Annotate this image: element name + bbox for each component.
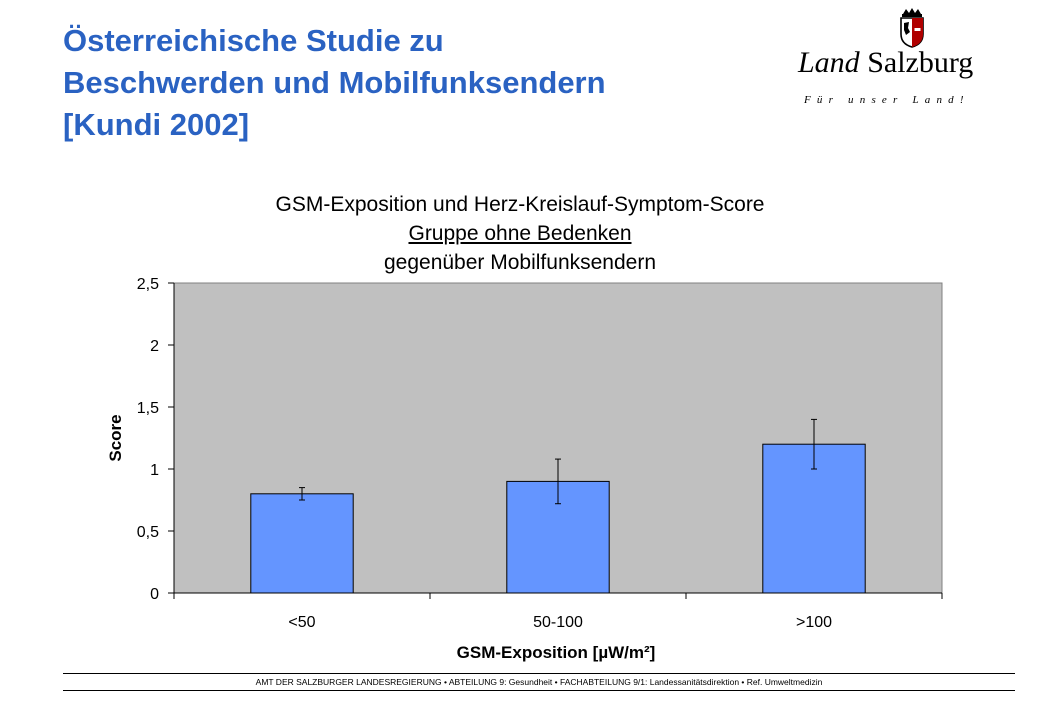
y-tick-label: 1,5: [136, 400, 159, 417]
y-tick-label: 0,5: [136, 524, 159, 541]
slide-title-line-3: [Kundi 2002]: [63, 107, 250, 142]
x-tick-label: 50-100: [533, 614, 583, 631]
bar: [251, 494, 353, 593]
footer-divider-top: [63, 673, 1015, 674]
footer: AMT DER SALZBURGER LANDESREGIERUNG • ABTEILUNG 9: Gesundheit • FACHABTEILUNG 9/1: Landessanitätsdirektion • Ref. Umweltmedizin: [255, 677, 823, 687]
chart-subtitle-rest: gegenüber Mobilfunksendern: [383, 251, 657, 274]
x-tick-label: <50: [288, 614, 316, 631]
logo-name-land: Land: [798, 46, 860, 79]
y-axis-label: Score: [106, 414, 125, 462]
slide-title-line-2: Beschwerden und Mobilfunksendern: [63, 65, 606, 100]
chart-subtitle-underlined: Gruppe ohne Bedenken: [408, 222, 632, 245]
y-tick-label: 2: [150, 338, 159, 355]
logo-tagline: Für unser Land!: [804, 94, 970, 106]
x-tick-label: >100: [795, 614, 833, 631]
y-tick-label: 2,5: [136, 276, 159, 293]
y-tick-label: 0: [150, 586, 159, 603]
y-tick-label: 1: [150, 462, 159, 479]
logo-name-salzburg: Salzburg: [867, 46, 974, 79]
slide-title-line-1: Österreichische Studie zu: [63, 23, 444, 58]
footer-divider-bottom: [63, 690, 1015, 691]
chart-title: GSM-Exposition und Herz-Kreislauf-Symptom-Score: [275, 193, 765, 216]
x-axis-label: GSM-Exposition [µW/m²]: [456, 643, 656, 662]
